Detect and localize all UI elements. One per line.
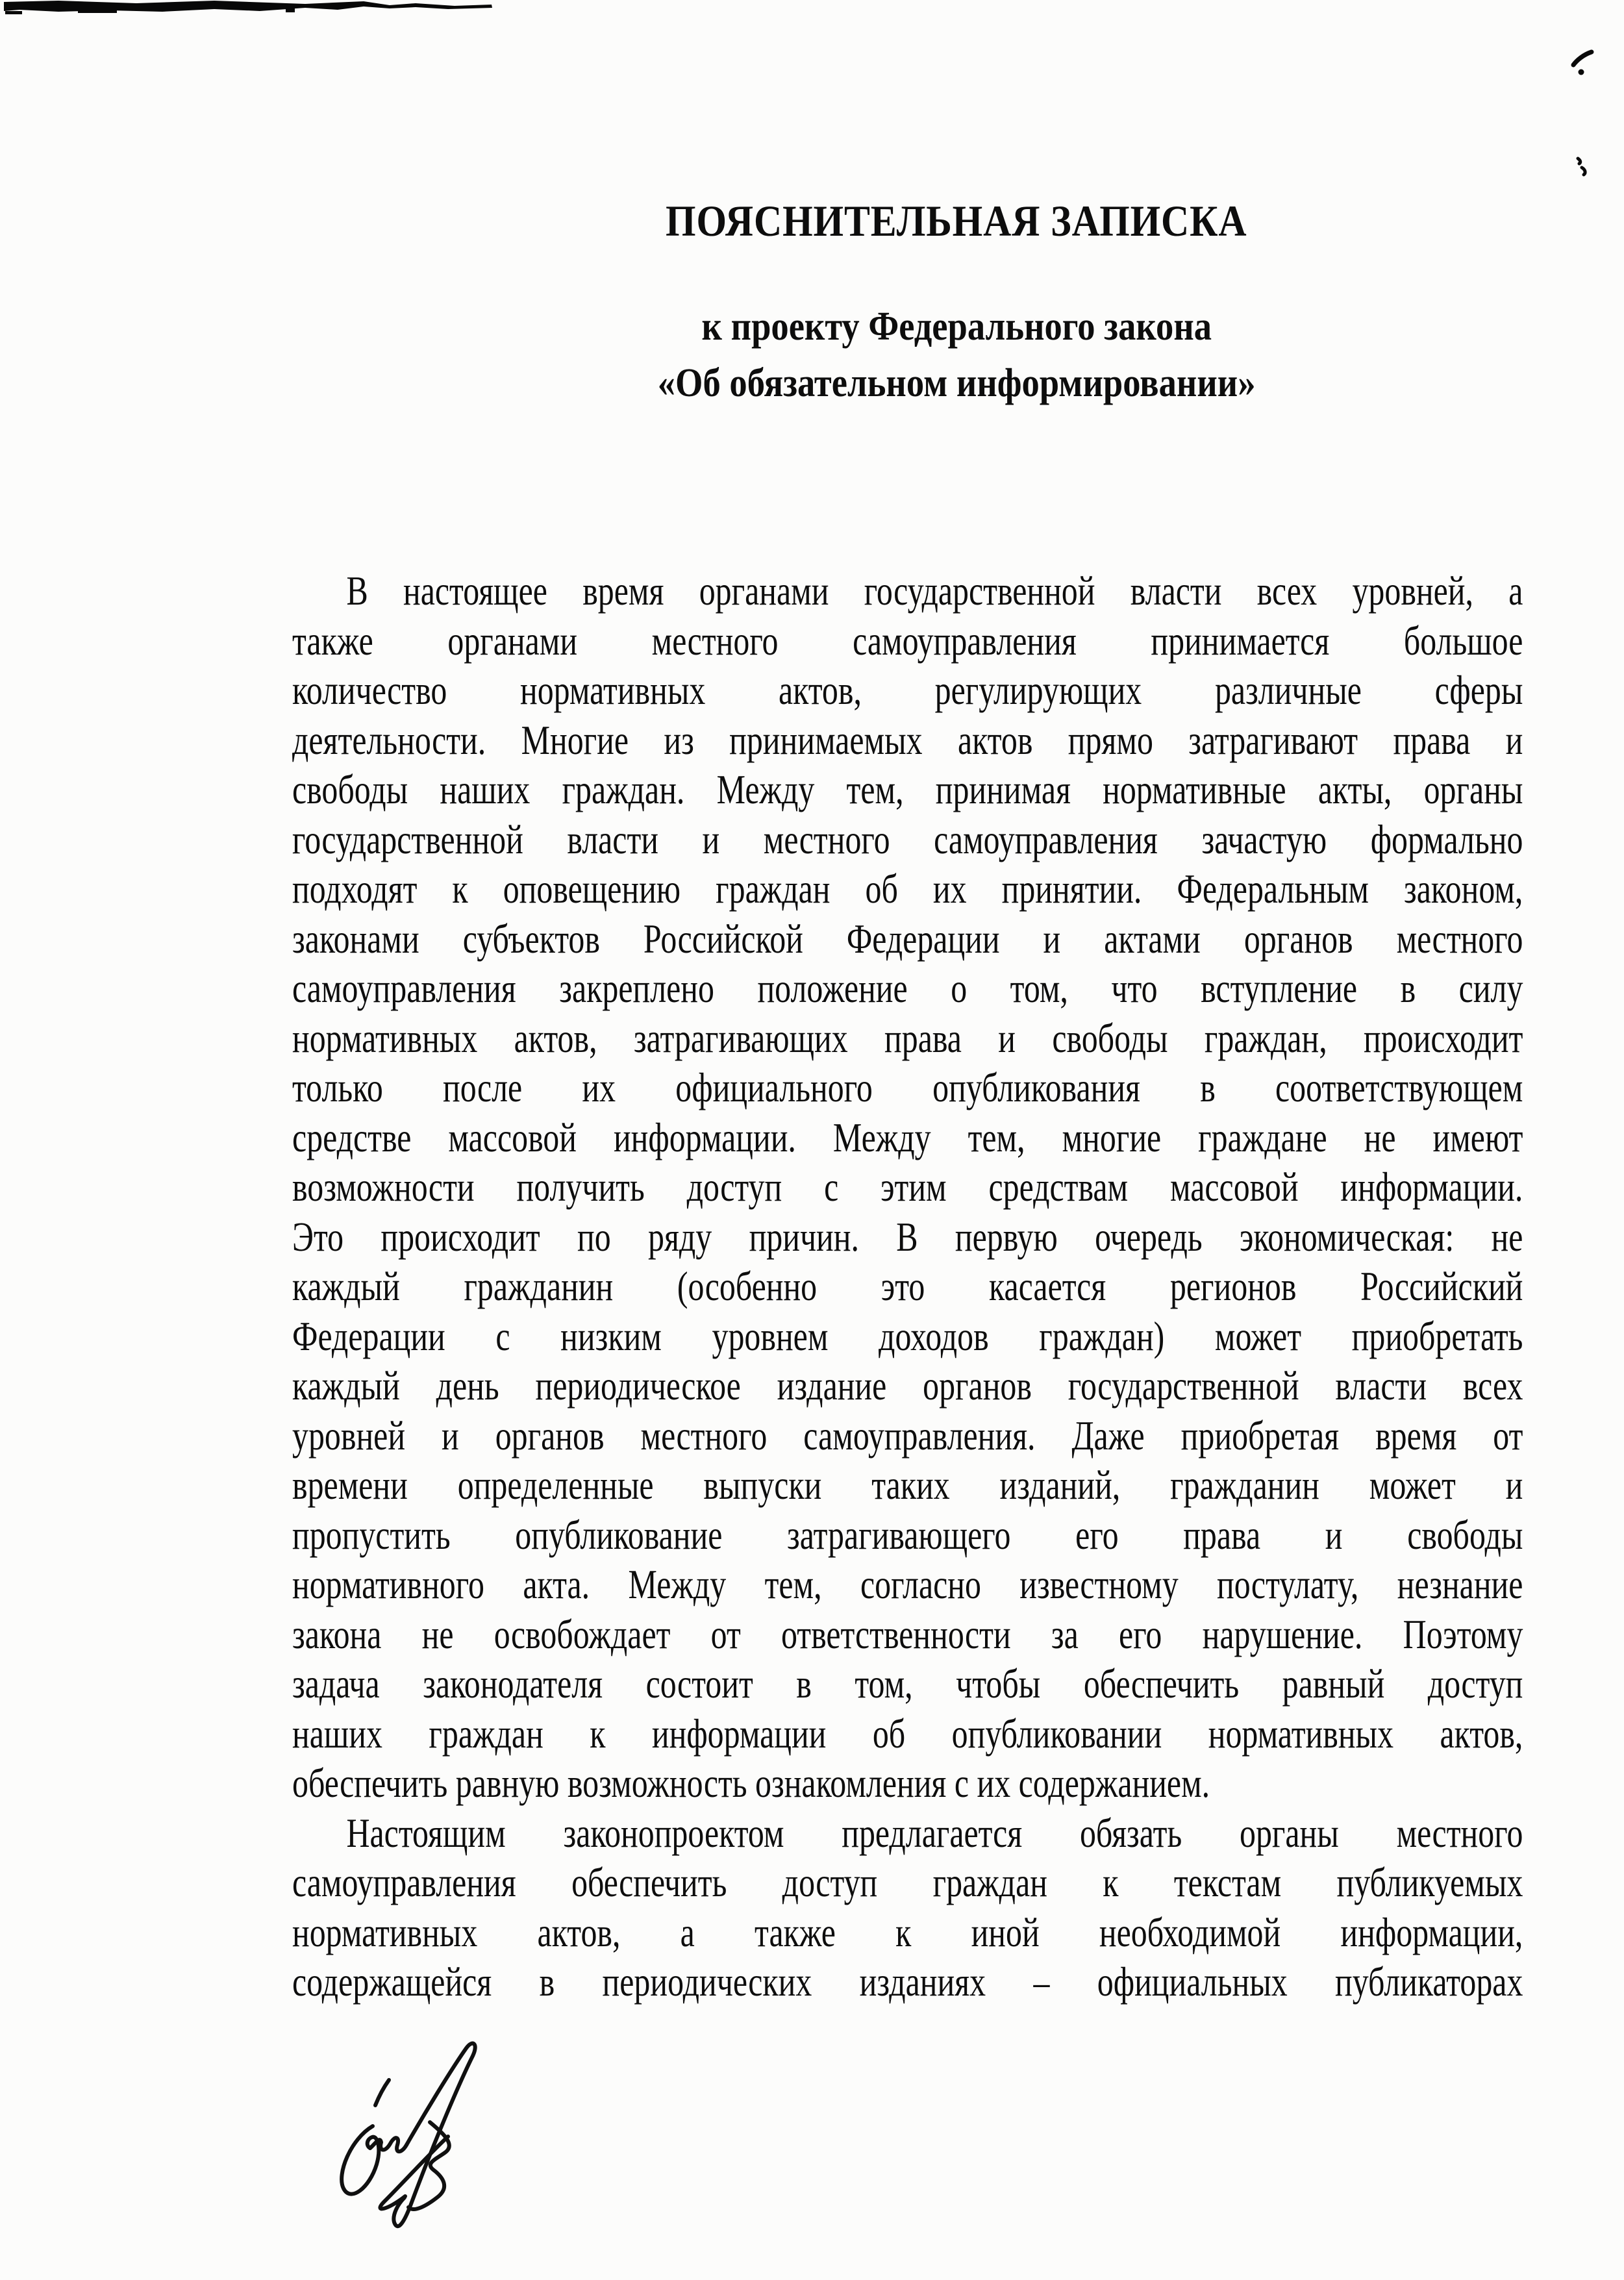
subtitle-line: к проекту Федерального закона — [701, 305, 1212, 349]
text-line: деятельности. Многие из принимаемых актов прямо затрагивают права и — [292, 716, 1523, 763]
ink-mark-icon — [1571, 155, 1592, 178]
text-line: свободы наших граждан. Между тем, принимая нормативные акты, органы — [292, 766, 1523, 812]
signature — [332, 2039, 501, 2240]
text-line: времени определенные выпуски таких изданий, гражданин может и — [292, 1462, 1523, 1508]
paragraph — [292, 566, 1523, 1809]
text-line: средстве массовой информации. Между тем, многие граждане не имеют — [292, 1114, 1523, 1160]
text-line: каждый день периодическое издание органов государственной власти всех — [292, 1362, 1523, 1409]
text-line: Это происходит по ряду причин. В первую очередь экономическая: не — [292, 1213, 1523, 1260]
scan-streak-artifact — [0, 0, 519, 19]
text-line: нормативного акта. Между тем, согласно известному постулату, незнание — [292, 1561, 1523, 1607]
page-title: ПОЯСНИТЕЛЬНАЯ ЗАПИСКА — [666, 196, 1247, 245]
text-line: закона не освобождает от ответственности за его нарушение. Поэтому — [292, 1610, 1523, 1657]
text-line: Федерации с низким уровнем доходов граждан) может приобретать — [292, 1312, 1523, 1359]
document-body — [292, 566, 1523, 2007]
text-line: также органами местного самоуправления принимается большое — [292, 617, 1523, 664]
text-line: самоуправления обеспечить доступ граждан к текстам публикуемых — [292, 1859, 1523, 1905]
text-line: уровней и органов местного самоуправления. Даже приобретая время от — [292, 1412, 1523, 1459]
text-line: законами субъектов Российской Федерации и актами органов местного — [292, 915, 1523, 962]
text-line: нормативных актов, а также к иной необходимой информации, — [292, 1909, 1523, 1955]
text-line: Настоящим законопроектом предлагается обязать органы местного — [346, 1809, 1523, 1856]
text-line: наших граждан к информации об опубликовании нормативных актов, — [292, 1710, 1523, 1757]
text-line: нормативных актов, затрагивающих права и свободы граждан, происходит — [292, 1014, 1523, 1061]
text-line: подходят к оповещению граждан об их принятии. Федеральным законом, — [292, 866, 1523, 912]
text-line: обеспечить равную возможность ознакомления с их содержанием. — [292, 1760, 1210, 1806]
text-line: содержащейся в периодических изданиях – официальных публикаторах — [292, 1959, 1523, 2005]
text-line: самоуправления закреплено положение о том, что вступление в силу — [292, 965, 1523, 1011]
title-block — [291, 195, 1622, 247]
ink-mark-icon — [1568, 47, 1598, 77]
text-line: государственной власти и местного самоуправления зачастую формально — [292, 816, 1523, 862]
text-line: каждый гражданин (особенно это касается регионов Российский — [292, 1263, 1523, 1309]
text-line: задача законодателя состоит в том, чтобы обеспечить равный доступ — [292, 1660, 1523, 1707]
text-line: только после их официального опубликования в соответствующем — [292, 1064, 1523, 1110]
paragraph — [292, 1809, 1523, 2007]
subtitle-block — [291, 299, 1622, 412]
text-line: возможности получить доступ с этим средствам массовой информации. — [292, 1164, 1523, 1210]
text-line: пропустить опубликование затрагивающего его права и свободы — [292, 1511, 1523, 1558]
text-line: количество нормативных актов, регулирующих различные сферы — [292, 667, 1523, 713]
text-line: В настоящее время органами государственной власти всех уровней, а — [346, 568, 1523, 614]
subtitle-line: «Об обязательном информировании» — [657, 361, 1256, 405]
